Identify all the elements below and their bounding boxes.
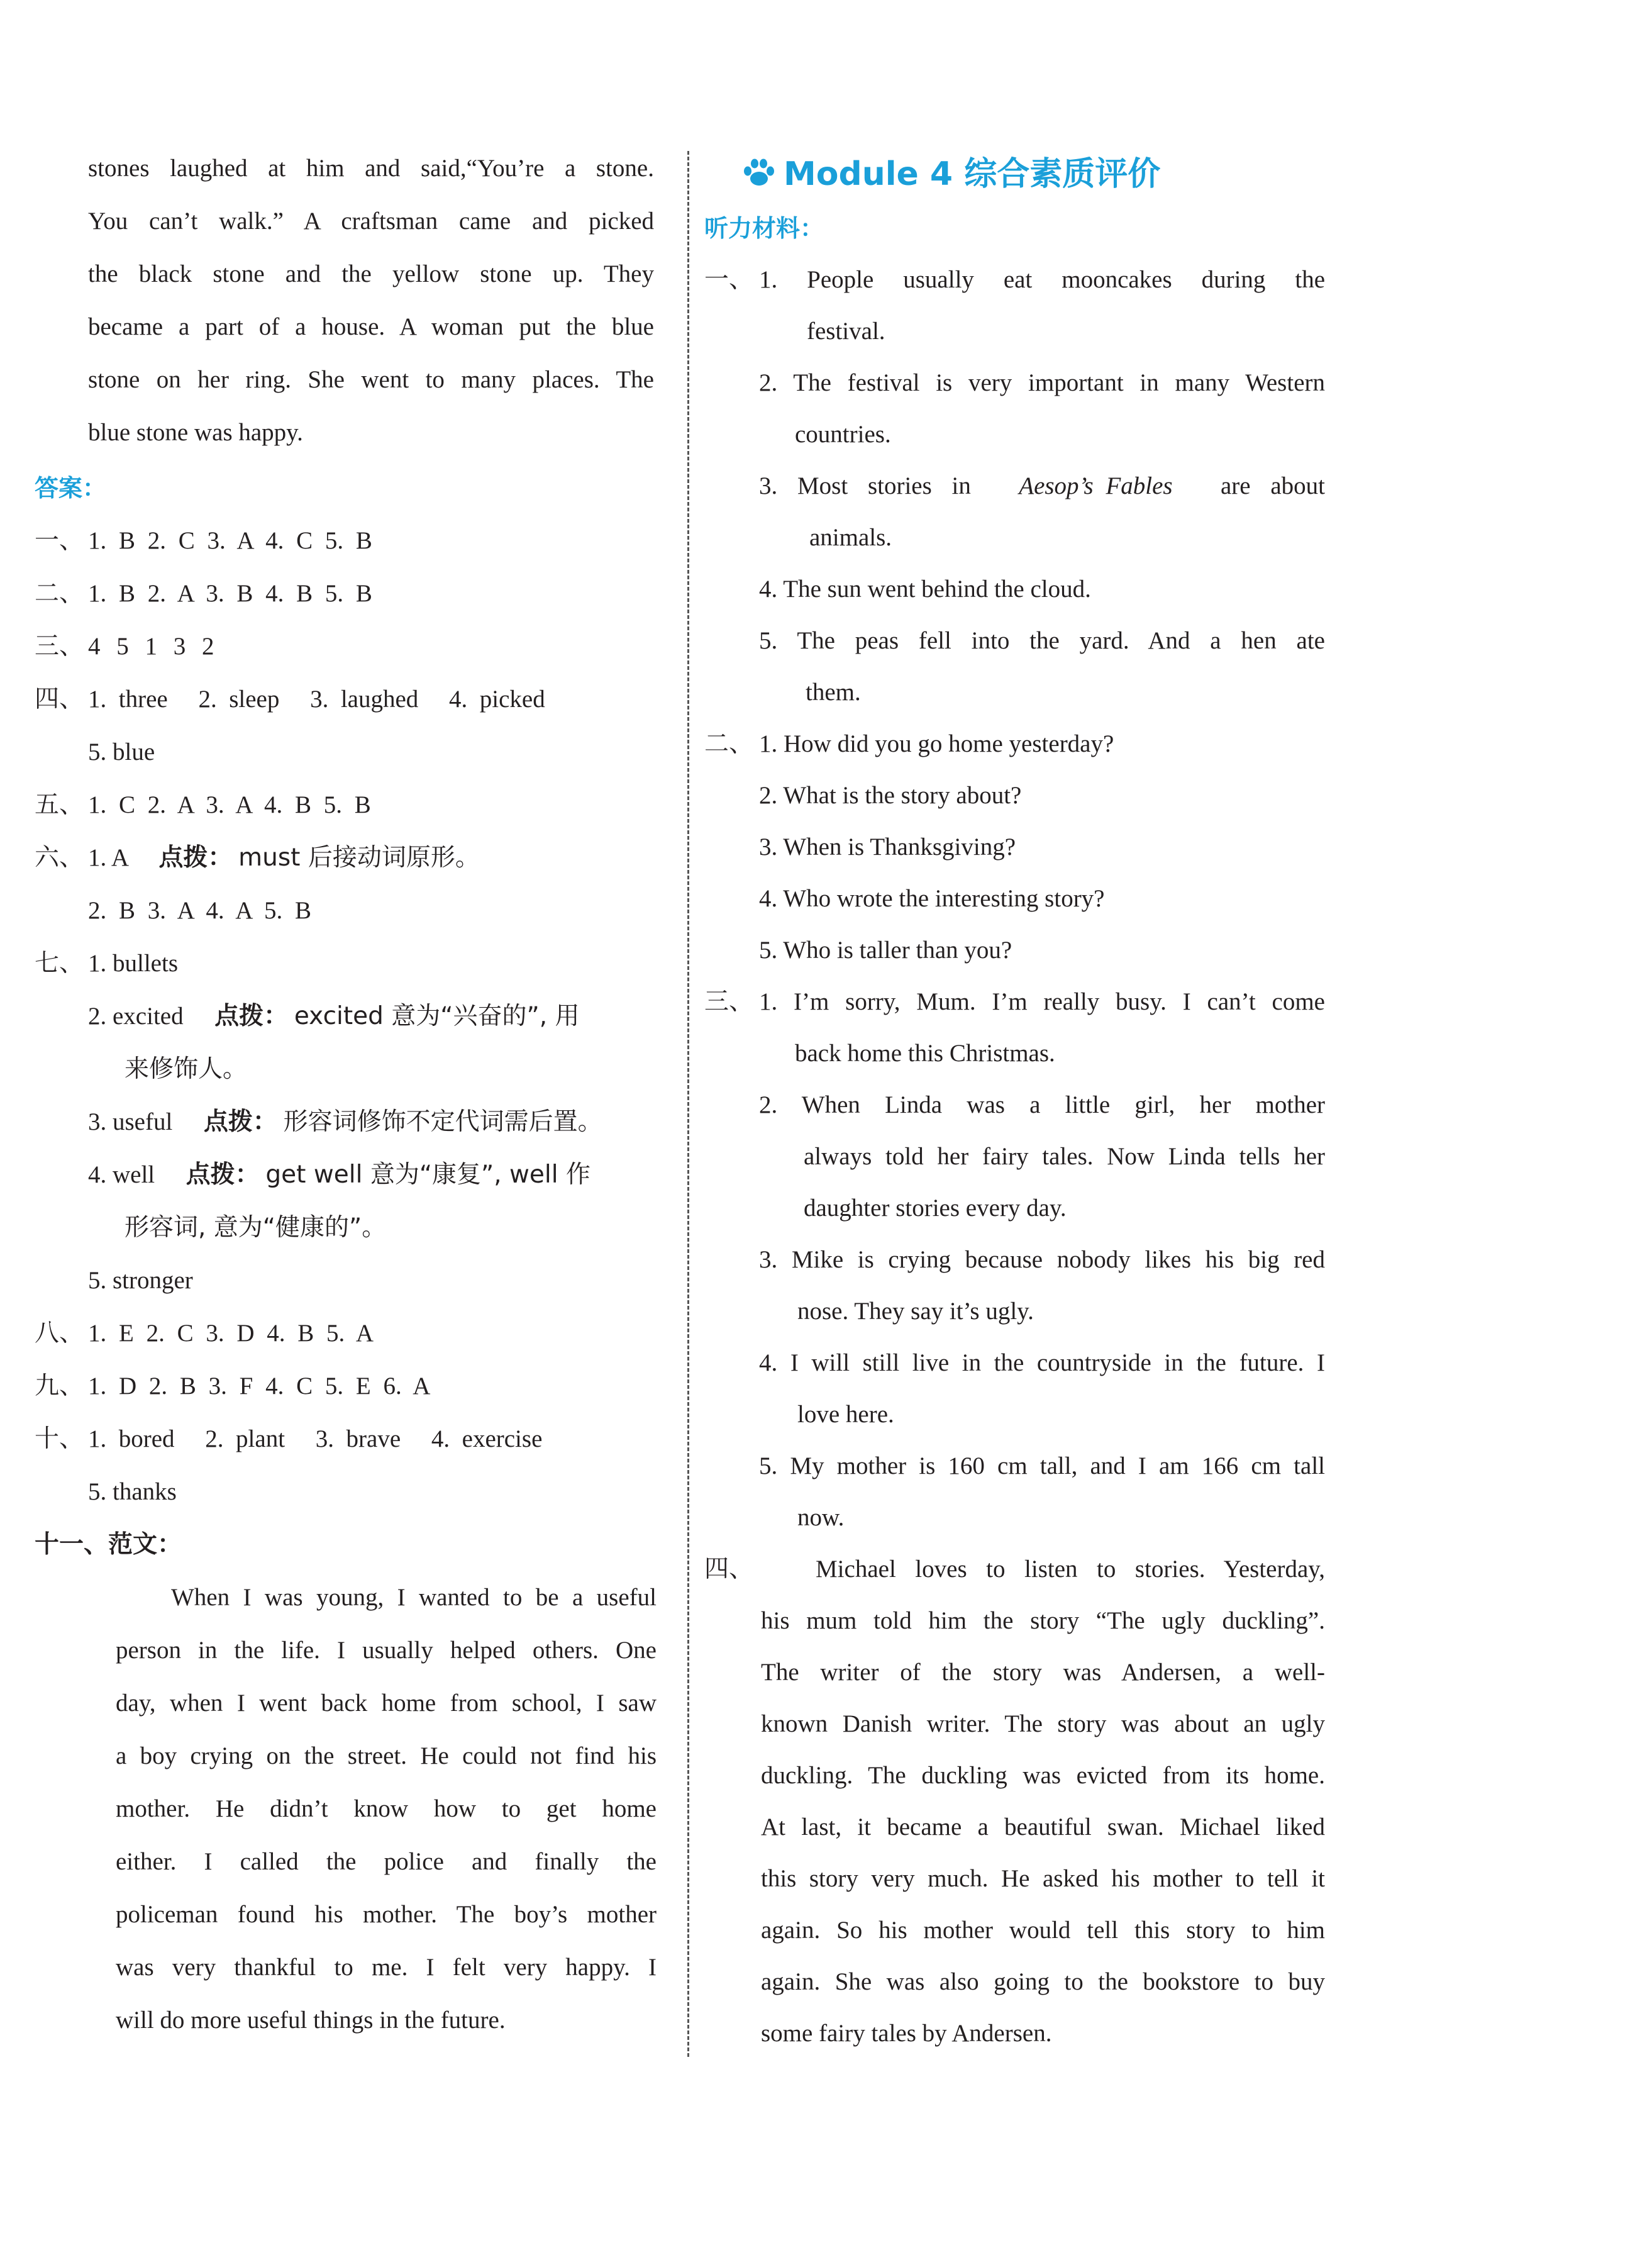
story-line: You can’t walk.” A craftsman came and picked xyxy=(88,208,654,235)
listening-line: 1. I’m sorry, Mum. I’m really busy. I can’t come xyxy=(759,988,1325,1015)
listening-line: always told her fairy tales. Now Linda tells her xyxy=(804,1143,1325,1170)
essay-heading: 范文： xyxy=(108,1530,182,1559)
answer-item: 1. A xyxy=(88,844,128,871)
answer-row: 1. B 2. C 3. A 4. C 5. B xyxy=(88,527,372,554)
section-label: 一、 xyxy=(35,526,84,555)
section-label: 二、 xyxy=(35,579,84,608)
tip-text: must 后接动词原形。 xyxy=(238,844,480,872)
listening-line: 1. People usually eat mooncakes during the xyxy=(759,266,1325,293)
listening-line: animals. xyxy=(809,524,892,551)
answer-row: 5. stronger xyxy=(88,1267,193,1294)
answer-row: 1. bullets xyxy=(88,950,178,977)
listening-line: 4. I will still live in the countryside in the future. I xyxy=(759,1349,1325,1376)
tip-text: excited 意为“兴奋的”, 用 xyxy=(294,1002,580,1030)
section-label: 七、 xyxy=(35,949,84,977)
passage-line: Michael loves to listen to stories. Yesterday, xyxy=(816,1556,1325,1583)
tip-text: 形容词, 意为“健康的”。 xyxy=(125,1213,387,1242)
passage-line: this story very much. He asked his mother to tell it xyxy=(761,1865,1325,1892)
tip-label: 点拨： xyxy=(158,844,233,872)
section-label: 六、 xyxy=(35,844,84,872)
tip-text: 来修饰人。 xyxy=(125,1055,248,1083)
tip-label: 点拨： xyxy=(203,1108,277,1136)
section-label: 四、 xyxy=(35,685,84,713)
section-label: 九、 xyxy=(35,1372,84,1400)
answer-row xyxy=(88,1156,590,1194)
listening-line: 3. Mike is crying because nobody likes his big red xyxy=(759,1246,1325,1273)
story-line: became a part of a house. A woman put the blue xyxy=(88,313,654,340)
section-label: 十、 xyxy=(35,1425,84,1453)
listening-line: festival. xyxy=(807,318,885,345)
listening-line: 2. The festival is very important in many Western xyxy=(759,369,1325,396)
listening-line: 4. The sun went behind the cloud. xyxy=(759,576,1091,603)
passage-line: At last, it became a beautiful swan. Michael liked xyxy=(761,1813,1325,1841)
listening-line: love here. xyxy=(797,1401,894,1428)
listening-line: 5. Who is taller than you? xyxy=(759,937,1012,964)
answer-row: 1. C 2. A 3. A 4. B 5. B xyxy=(88,791,371,818)
listening-line: daughter stories every day. xyxy=(804,1195,1067,1222)
section-label xyxy=(35,1526,182,1564)
answer-item: 3. useful xyxy=(88,1108,173,1135)
tip-label: 点拨： xyxy=(186,1161,260,1189)
essay-line: either. I called the police and finally the xyxy=(116,1848,657,1875)
essay-line: mother. He didn’t know how to get home xyxy=(116,1795,657,1822)
listening-line: 5. The peas fell into the yard. And a hen ate xyxy=(759,627,1325,654)
listening-line: 3. When is Thanksgiving? xyxy=(759,833,1016,860)
module-title xyxy=(742,152,1160,196)
listening-line: now. xyxy=(797,1504,845,1531)
section-label: 八、 xyxy=(35,1319,84,1347)
listening-line: 1. How did you go home yesterday? xyxy=(759,730,1114,757)
listening-line xyxy=(759,467,1325,505)
answers-heading: 答案： xyxy=(35,474,107,502)
listening-line: 2. What is the story about? xyxy=(759,782,1022,809)
tip-label: 点拨： xyxy=(214,1002,289,1030)
answer-row: 1. B 2. A 3. B 4. B 5. B xyxy=(88,580,372,607)
essay-line: was very thankful to me. I felt very happy. I xyxy=(116,1954,657,1981)
listening-line: back home this Christmas. xyxy=(795,1040,1055,1067)
answer-row: 2. B 3. A 4. A 5. B xyxy=(88,897,311,924)
answer-row xyxy=(88,998,580,1035)
story-line: stones laughed at him and said,“You’re a stone. xyxy=(88,155,654,182)
tip-text: 形容词修饰不定代词需后置。 xyxy=(283,1108,602,1136)
answer-row: 1. E 2. C 3. D 4. B 5. A xyxy=(88,1320,374,1347)
section-label-text: 十一、 xyxy=(35,1530,109,1559)
passage-line: duckling. The duckling was evicted from its home. xyxy=(761,1762,1325,1789)
listening-line: 4. Who wrote the interesting story? xyxy=(759,885,1105,912)
answer-row: 1. bored 2. plant 3. brave 4. exercise xyxy=(88,1425,543,1452)
listening-line: nose. They say it’s ugly. xyxy=(797,1298,1034,1325)
passage-line: some fairy tales by Andersen. xyxy=(761,2020,1052,2047)
essay-line: a boy crying on the street. He could not find his xyxy=(116,1742,657,1769)
passage-line: again. So his mother would tell this story to him xyxy=(761,1917,1325,1944)
paw-icon xyxy=(742,157,776,189)
section-label: 三、 xyxy=(35,632,84,660)
essay-line: person in the life. I usually helped others. One xyxy=(116,1637,657,1664)
listening-text: are about xyxy=(1220,472,1325,499)
module-title-text: Module 4 综合素质评价 xyxy=(784,155,1161,193)
section-label: 一、 xyxy=(704,265,754,294)
answer-row xyxy=(88,1103,602,1141)
passage-line: known Danish writer. The story was about an ugly xyxy=(761,1710,1325,1737)
essay-line: When I was young, I wanted to be a useful xyxy=(171,1584,657,1611)
listening-text: 3. Most stories in xyxy=(759,472,971,499)
section-label: 四、 xyxy=(704,1555,754,1583)
story-line: the black stone and the yellow stone up. They xyxy=(88,260,654,287)
story-line: stone on her ring. She went to many places. The xyxy=(88,366,654,393)
passage-line: again. She was also going to the bookstore to buy xyxy=(761,1968,1325,1995)
listening-line: them. xyxy=(806,679,861,706)
section-label: 三、 xyxy=(704,988,754,1016)
section-label: 二、 xyxy=(704,730,754,758)
passage-line: The writer of the story was Andersen, a well- xyxy=(761,1659,1325,1686)
essay-line: will do more useful things in the future. xyxy=(116,2007,506,2034)
listening-line: countries. xyxy=(795,421,891,448)
answer-row: 5. blue xyxy=(88,738,155,766)
listening-line: 5. My mother is 160 cm tall, and I am 166 cm tall xyxy=(759,1452,1325,1479)
answer-item: 2. excited xyxy=(88,1003,184,1030)
column-divider xyxy=(687,151,689,2057)
answer-row: 1. three 2. sleep 3. laughed 4. picked xyxy=(88,686,545,713)
story-line: blue stone was happy. xyxy=(88,419,303,446)
essay-line: day, when I went back home from school, I saw xyxy=(116,1690,657,1717)
tip-text: get well 意为“康复”, well 作 xyxy=(265,1161,590,1189)
listening-heading: 听力材料： xyxy=(704,214,824,242)
passage-line: his mum told him the story “The ugly duckling”. xyxy=(761,1607,1325,1634)
answer-row: 5. thanks xyxy=(88,1478,177,1505)
book-title: Aesop’s Fables xyxy=(1019,472,1173,499)
answer-item: 4. well xyxy=(88,1161,155,1188)
essay-line: policeman found his mother. The boy’s mother xyxy=(116,1901,657,1928)
answer-row xyxy=(88,839,480,877)
listening-line: 2. When Linda was a little girl, her mother xyxy=(759,1091,1325,1118)
answer-row: 1. D 2. B 3. F 4. C 5. E 6. A xyxy=(88,1373,431,1400)
answer-row: 4 5 1 3 2 xyxy=(88,633,214,660)
section-label: 五、 xyxy=(35,791,84,819)
